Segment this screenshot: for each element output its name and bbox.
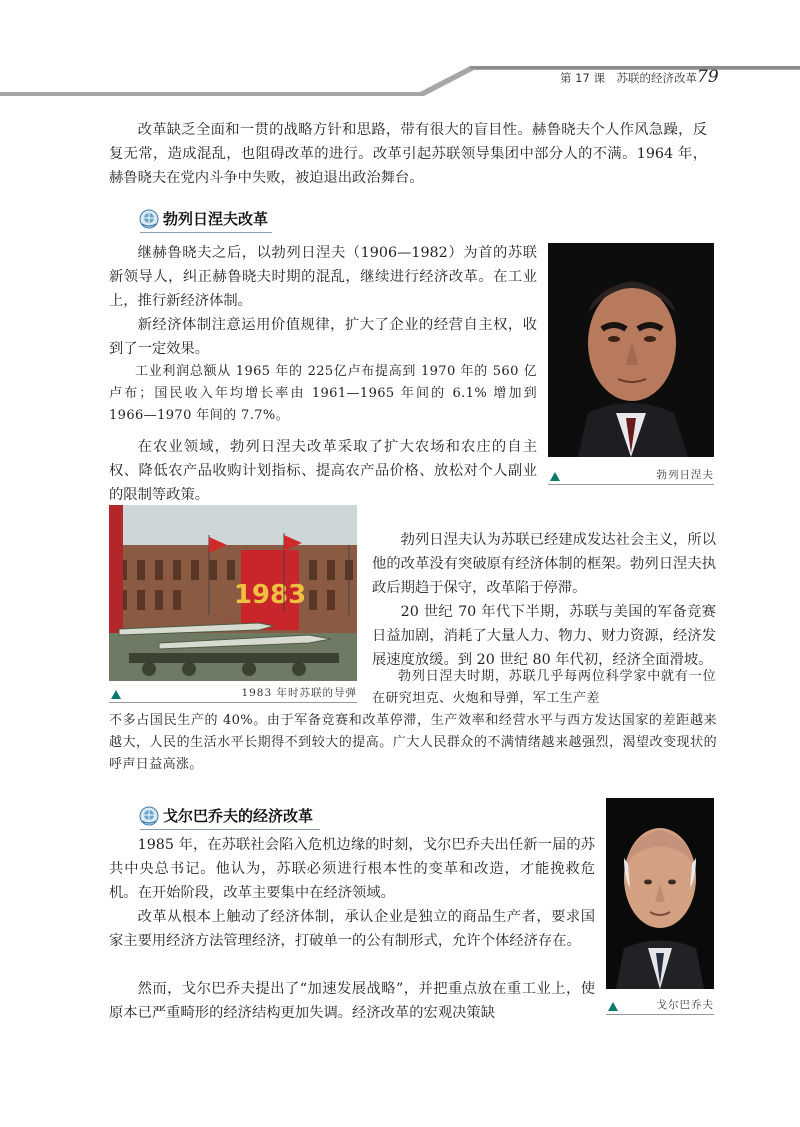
photo-gorbachev xyxy=(606,798,714,989)
intro-paragraph: 改革缺乏全面和一贯的战略方针和思路，带有很大的盲目性。赫鲁晓夫个人作风急躁，反复无常，造成混乱，也阻碍改革的进行。改革引起苏联领导集团中部分人的不满。1964 年，赫鲁晓夫在党内斗争中失败，被迫退出政治舞台。 xyxy=(109,122,707,186)
globe-emblem-icon xyxy=(139,806,159,826)
photo-missile-parade xyxy=(109,505,357,681)
brezhnev-note-1: 工业利润总额从 1965 年的 225亿卢布提高到 1970 年的 560 亿卢布；国民收入年均增长率由 1961—1965 年间的 6.1% 增加到 1966—1970 年间的 7.7%。 xyxy=(109,364,537,423)
page-number: 79 xyxy=(697,67,719,87)
section-underline xyxy=(140,232,272,233)
gorbachev-paragraph-2: 改革从根本上触动了经济体制，承认企业是独立的商品生产者，要求国家主要用经济方法管理经济，打破单一的公有制形式，允许个体经济存在。 xyxy=(109,909,595,949)
chapter-label: 第 17 课 苏联的经济改革 xyxy=(560,71,697,85)
parade-banner-text: 1983 xyxy=(233,580,307,610)
caption-gorbachev xyxy=(606,996,714,1015)
section-underline xyxy=(140,829,320,830)
gorbachev-paragraph-3: 然而，戈尔巴乔夫提出了“加速发展战略”，并把重点放在重工业上，使原本已严重畸形的经济结构更加失调。经济改革的宏观决策缺 xyxy=(109,981,595,1021)
brezhnev-note-2b: 不多占国民生产的 40%。由于军备竞赛和改革停滞，生产效率和经营水平与西方发达国家的差距越来越大，人民的生活水平长期得不到较大的提高。广大人民群众的不满情绪越来越强烈，渴望改变现状的呼声日益高涨。 xyxy=(109,713,717,772)
section-title-text: 戈尔巴乔夫的经济改革 xyxy=(163,807,314,825)
brezhnev-paragraph-2: 新经济体制注意运用价值规律，扩大了企业的经营自主权，收到了一定效果。 xyxy=(109,317,537,357)
section-title-gorbachev xyxy=(139,805,313,826)
triangle-marker-icon xyxy=(111,690,121,699)
brezhnev-paragraph-3: 在农业领域，勃列日涅夫改革采取了扩大农场和农庄的自主权、降低农产品收购计划指标、提高农产品价格、放松对个人副业的限制等政策。 xyxy=(109,439,537,503)
brezhnev-paragraph-1: 继赫鲁晓夫之后，以勃列日涅夫（1906—1982）为首的苏联新领导人，纠正赫鲁晓夫时期的混乱，继续进行经济改革。在工业上，推行新经济体制。 xyxy=(109,245,537,309)
brezhnev-paragraph-5: 20 世纪 70 年代下半期，苏联与美国的军备竞赛日益加剧，消耗了大量人力、物力、财力资源，经济发展速度放缓。到 20 世纪 80 年代初，经济全面滑坡。 xyxy=(372,604,716,668)
section-title-brezhnev xyxy=(139,208,268,229)
caption-parade xyxy=(109,684,357,703)
caption-brezhnev xyxy=(548,466,714,485)
caption-text: 1983 年时苏联的导弹 xyxy=(241,687,357,699)
triangle-marker-icon xyxy=(608,1002,618,1011)
triangle-marker-icon xyxy=(550,472,560,481)
caption-text: 戈尔巴乔夫 xyxy=(656,999,714,1011)
section-title-text: 勃列日涅夫改革 xyxy=(163,210,269,228)
gorbachev-paragraph-1: 1985 年，在苏联社会陷入危机边缘的时刻，戈尔巴乔夫出任新一届的苏共中央总书记。他认为，苏联必须进行根本性的变革和改造，才能挽救危机。在开始阶段，改革主要集中在经济领域。 xyxy=(109,837,595,901)
globe-emblem-icon xyxy=(139,209,159,229)
brezhnev-note-2a: 勃列日涅夫时期，苏联几乎每两位科学家中就有一位在研究坦克、火炮和导弹，军工生产差 xyxy=(372,669,716,706)
brezhnev-paragraph-4: 勃列日涅夫认为苏联已经建成发达社会主义，所以他的改革没有突破原有经济体制的框架。勃列日涅夫执政后期趋于保守，改革陷于停滞。 xyxy=(372,532,716,596)
gorbachev-portrait-icon xyxy=(606,798,714,989)
photo-brezhnev xyxy=(548,243,714,457)
missile-parade-icon xyxy=(109,505,357,681)
brezhnev-portrait-icon xyxy=(548,243,714,457)
caption-text: 勃列日涅夫 xyxy=(656,469,714,481)
